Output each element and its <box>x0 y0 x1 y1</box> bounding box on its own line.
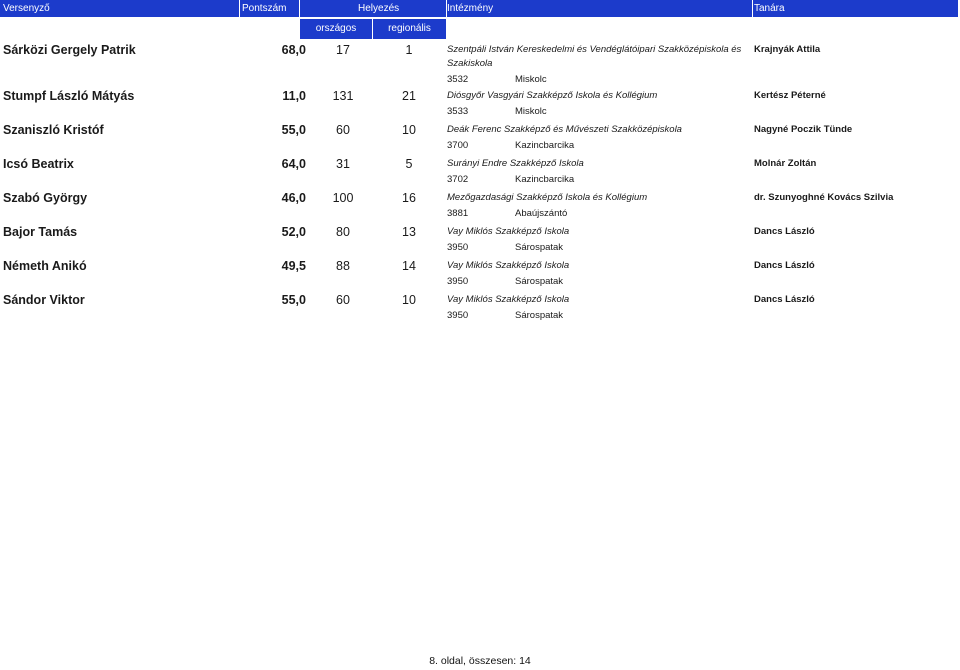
header-placement-national: országos <box>300 19 372 39</box>
postcode: 3881 <box>447 208 469 219</box>
postcode: 3533 <box>447 106 469 117</box>
institution-name: Mezőgazdasági Szakképző Iskola és Kollégium <box>447 192 648 203</box>
rank-national: 131 <box>332 89 354 103</box>
teacher-name: dr. Szunyoghné Kovács Szilvia <box>754 192 894 203</box>
result-row <box>0 155 958 189</box>
result-row <box>0 121 958 155</box>
competitor-name: Sándor Viktor <box>3 293 85 307</box>
institution-name: Surányi Endre Szakképző Iskola <box>447 158 584 169</box>
city: Kazincbarcika <box>515 140 575 151</box>
institution <box>447 157 750 187</box>
teacher-name: Dancs László <box>754 226 815 237</box>
postcode: 3700 <box>447 140 469 151</box>
rank-national: 17 <box>336 43 350 57</box>
city: Sárospatak <box>515 242 564 253</box>
score: 55,0 <box>281 123 306 137</box>
teacher-name: Krajnyák Attila <box>754 44 821 55</box>
teacher-name: Dancs László <box>754 260 815 271</box>
competitor-name: Stumpf László Mátyás <box>3 89 135 103</box>
teacher-name: Nagyné Poczik Tünde <box>754 124 853 135</box>
rank-regional: 5 <box>405 157 413 171</box>
score: 49,5 <box>281 259 306 273</box>
institution <box>447 225 750 255</box>
score: 46,0 <box>281 191 306 205</box>
header-score: Pontszám <box>240 0 299 17</box>
postcode: 3950 <box>447 276 469 287</box>
rank-national: 80 <box>336 225 350 239</box>
postcode: 3702 <box>447 174 469 185</box>
rank-regional: 10 <box>402 293 416 307</box>
header-competitor: Versenyző <box>0 0 239 17</box>
competitor-name: Németh Anikó <box>3 259 87 273</box>
institution-address <box>447 139 750 153</box>
score: 11,0 <box>282 89 306 103</box>
institution-address <box>447 73 750 87</box>
city: Kazincbarcika <box>515 174 575 185</box>
teacher-name: Molnár Zoltán <box>754 158 817 169</box>
result-row <box>0 41 958 87</box>
postcode: 3532 <box>447 74 469 85</box>
institution-name: Vay Miklós Szakképző Iskola <box>447 260 570 271</box>
competitor-name: Sárközi Gergely Patrik <box>3 43 136 57</box>
header-teacher: Tanára <box>753 0 958 17</box>
rank-national: 88 <box>336 259 350 273</box>
city: Miskolc <box>515 74 547 85</box>
institution <box>447 259 750 289</box>
result-row <box>0 189 958 223</box>
rank-national: 60 <box>336 293 350 307</box>
competitor-name: Bajor Tamás <box>3 225 78 239</box>
rank-regional: 1 <box>405 43 413 57</box>
institution-address <box>447 207 750 221</box>
header-institution: Intézmény <box>447 0 752 17</box>
rank-national: 60 <box>336 123 350 137</box>
institution <box>447 191 750 221</box>
rank-regional: 10 <box>402 123 416 137</box>
results-list <box>0 41 958 325</box>
rank-regional: 16 <box>402 191 416 205</box>
score: 64,0 <box>281 157 306 171</box>
institution <box>447 43 750 87</box>
institution <box>447 89 750 119</box>
rank-regional: 13 <box>402 225 416 239</box>
result-row <box>0 223 958 257</box>
rank-regional: 14 <box>402 259 416 273</box>
score: 68,0 <box>281 43 306 57</box>
city: Abaújszántó <box>515 208 568 219</box>
postcode: 3950 <box>447 310 469 321</box>
institution-name: Szentpáli István Kereskedelmi és Vendéglátóipari Szakközépiskola és Szakiskola <box>447 44 742 69</box>
institution <box>447 293 750 323</box>
rank-national: 31 <box>336 157 350 171</box>
header-placement-regional: regionális <box>373 19 446 39</box>
teacher-name: Dancs László <box>754 294 815 305</box>
competitor-name: Icsó Beatrix <box>3 157 74 171</box>
institution-address <box>447 173 750 187</box>
institution-name: Vay Miklós Szakképző Iskola <box>447 294 570 305</box>
institution-address <box>447 105 750 119</box>
institution-name: Vay Miklós Szakképző Iskola <box>447 226 570 237</box>
score: 55,0 <box>281 293 306 307</box>
score: 52,0 <box>281 225 306 239</box>
institution-address <box>447 275 750 289</box>
rank-national: 100 <box>332 191 354 205</box>
page-footer: 8. oldal, összesen: 14 <box>429 655 531 667</box>
result-row <box>0 87 958 121</box>
city: Sárospatak <box>515 310 564 321</box>
rank-regional: 21 <box>402 89 416 103</box>
result-row <box>0 291 958 325</box>
competitor-name: Szabó György <box>3 191 88 205</box>
institution-address <box>447 309 750 323</box>
competitor-name: Szaniszló Kristóf <box>3 123 104 137</box>
institution <box>447 123 750 153</box>
institution-name: Deák Ferenc Szakképző és Művészeti Szakközépiskola <box>447 124 682 135</box>
institution-address <box>447 241 750 255</box>
postcode: 3950 <box>447 242 469 253</box>
city: Miskolc <box>515 106 547 117</box>
header-placement: Helyezés <box>300 0 446 17</box>
institution-name: Diósgyőr Vasgyári Szakképző Iskola és Kollégium <box>447 90 658 101</box>
teacher-name: Kertész Péterné <box>754 90 826 101</box>
result-row <box>0 257 958 291</box>
city: Sárospatak <box>515 276 564 287</box>
